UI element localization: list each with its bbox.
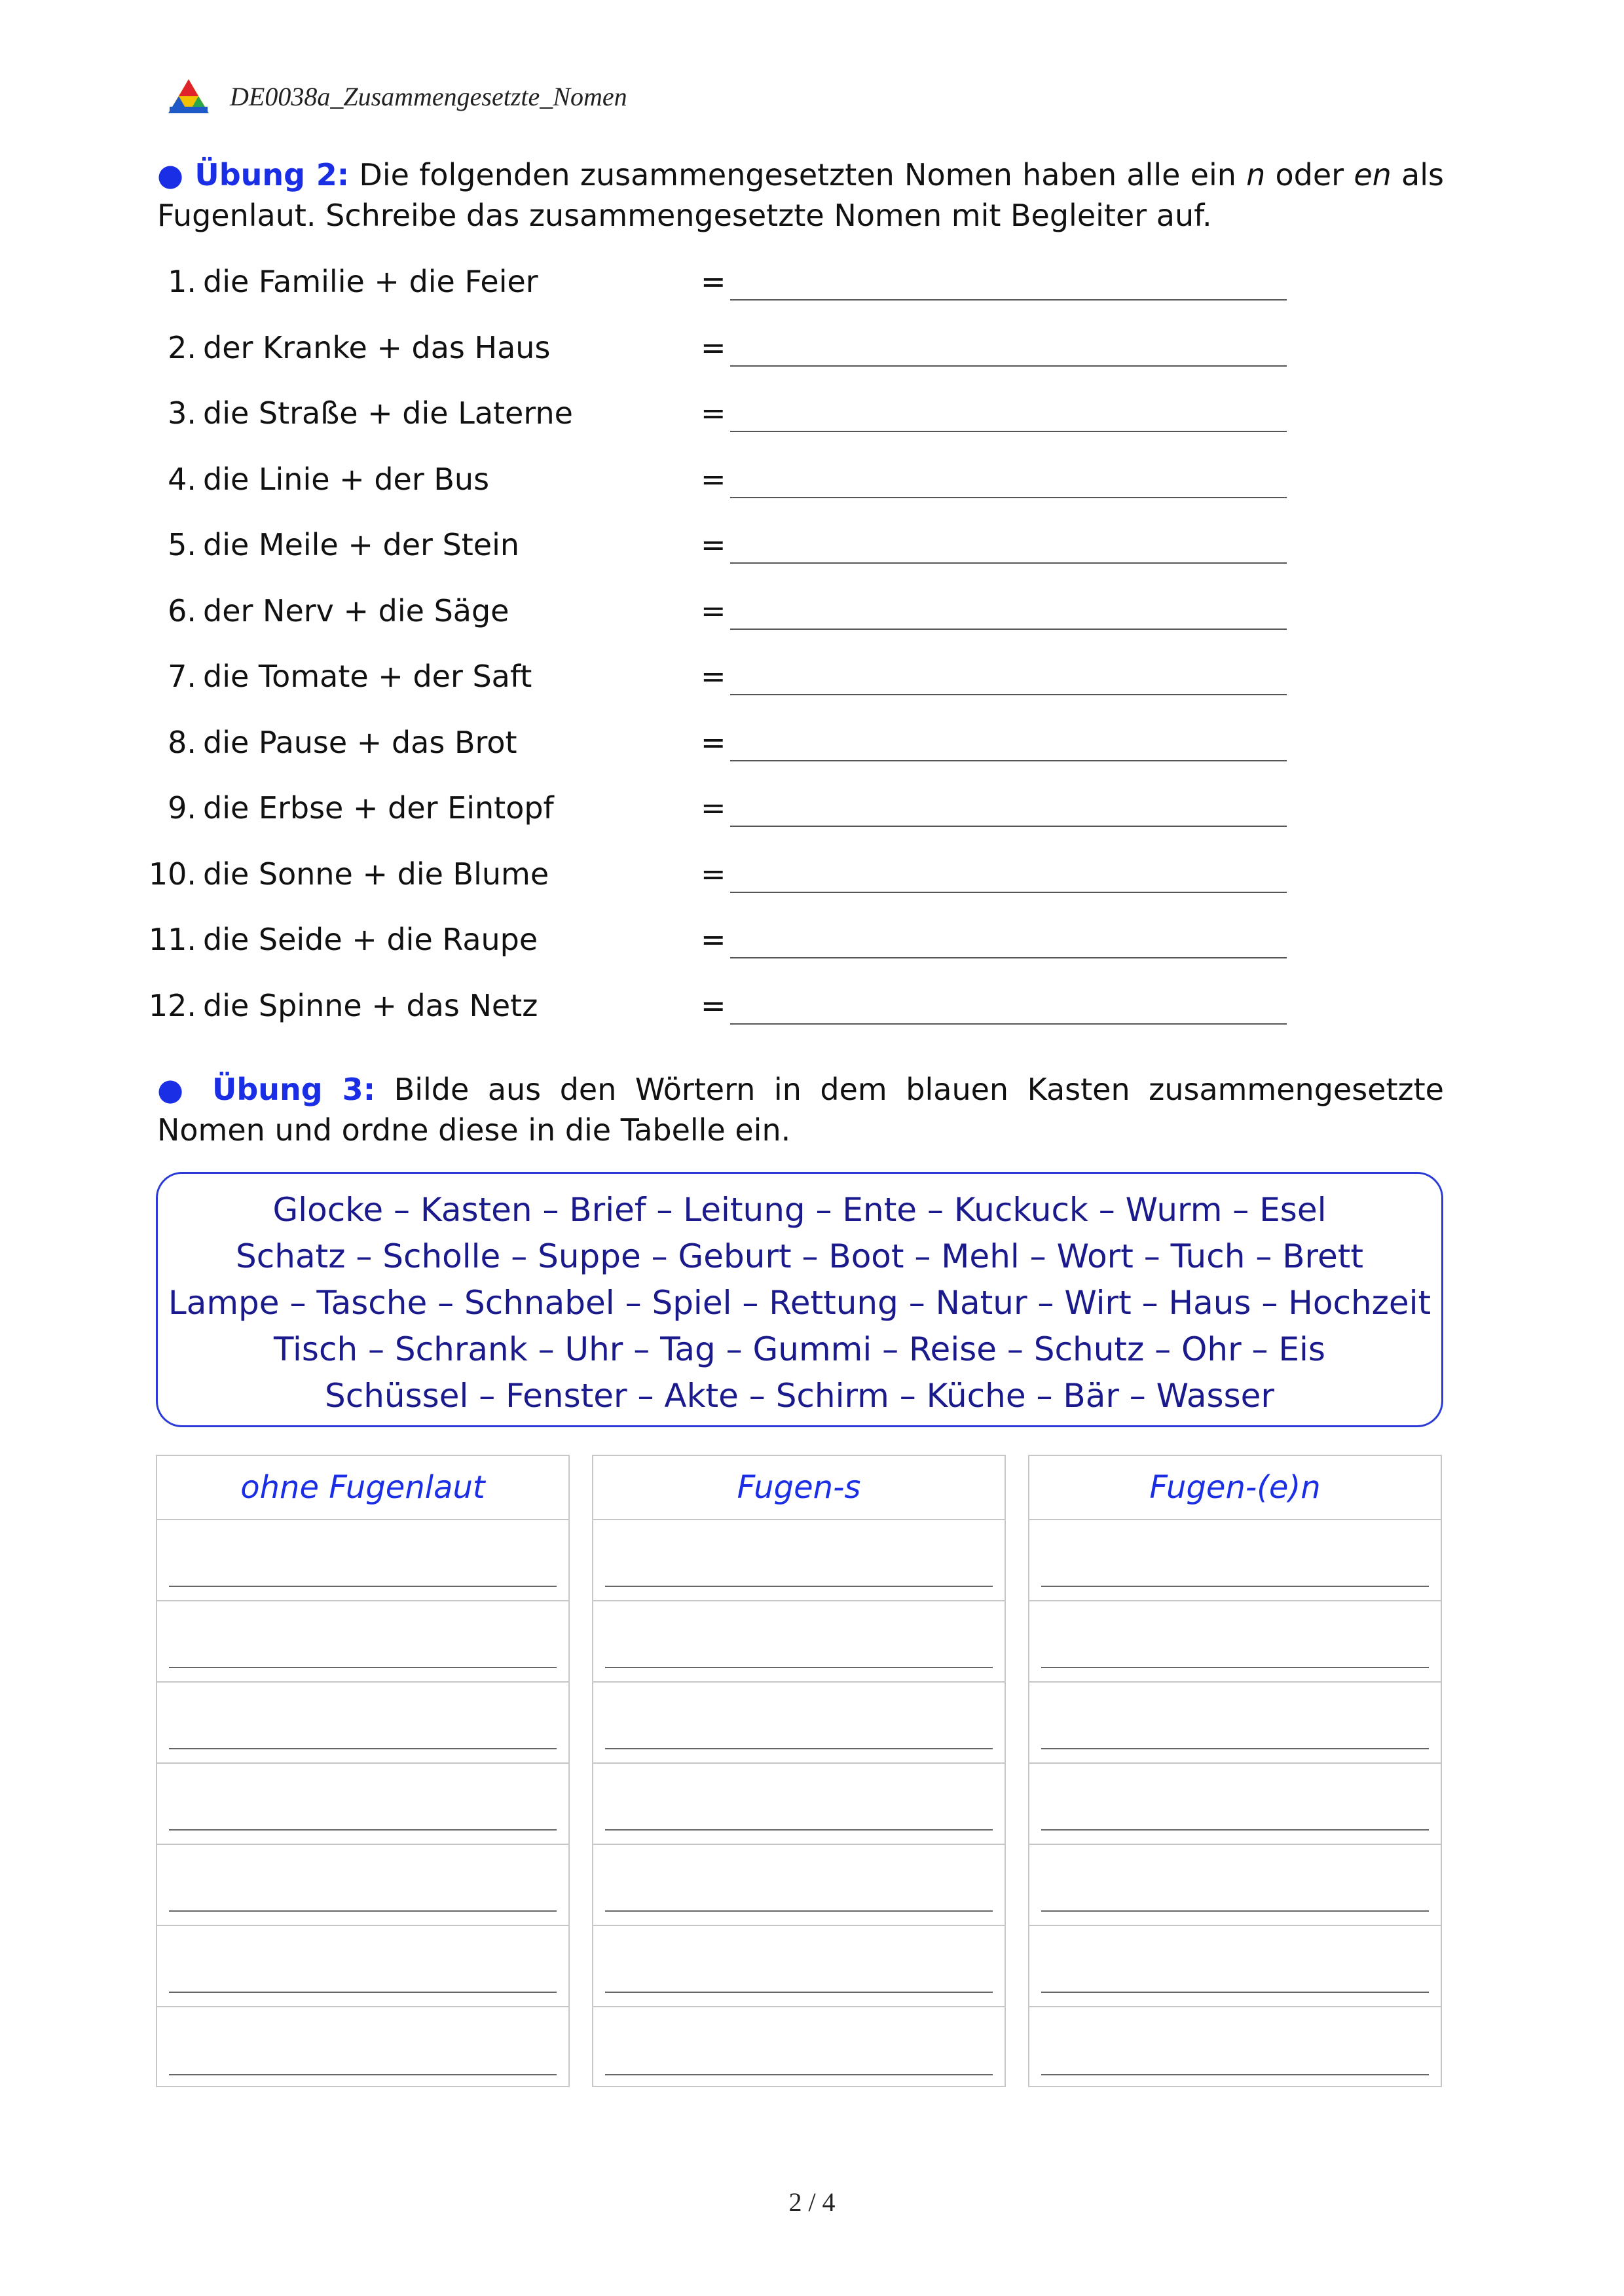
word-line: Tisch – Schrank – Uhr – Tag – Gummi – Reise – Schutz – Ohr – Eis [274, 1330, 1325, 1368]
answer-line [1041, 1910, 1429, 1912]
exercise-2-text-2: oder [1265, 157, 1354, 192]
exercise-2-text-1: Die folgenden zusammengesetzten Nomen haben alle ein [349, 157, 1247, 192]
exercise-2-item [131, 983, 1310, 1029]
answer-line[interactable] [730, 431, 1287, 432]
answer-line[interactable] [730, 957, 1287, 958]
item-task: die Erbse + der Eintopf [203, 790, 554, 826]
equals-sign: = [701, 922, 726, 957]
answer-line [1041, 1748, 1429, 1749]
answer-line [605, 1992, 993, 1993]
equals-sign: = [701, 527, 726, 562]
table-cell[interactable] [593, 1601, 1005, 1683]
item-task: der Kranke + das Haus [203, 329, 551, 365]
exercise-2-label: ● Übung 2: [157, 157, 350, 192]
table-column-header: Fugen-s [593, 1456, 1005, 1520]
answer-line[interactable] [730, 760, 1287, 761]
exercise-2-item [131, 390, 1310, 436]
exercise-2-item [131, 720, 1310, 765]
answer-line [605, 1748, 993, 1749]
table-column-ohne-fugenlaut [156, 1455, 570, 2087]
exercise-2-item [131, 522, 1310, 568]
exercise-2-item [131, 588, 1310, 634]
answer-line [605, 1586, 993, 1587]
exercise-2-item [131, 785, 1310, 831]
equals-sign: = [701, 987, 726, 1023]
table-cell[interactable] [1029, 1601, 1441, 1683]
answer-line[interactable] [730, 365, 1287, 367]
exercise-3-intro [157, 1069, 1444, 1150]
answer-line[interactable] [730, 892, 1287, 893]
answer-line[interactable] [730, 497, 1287, 498]
table-column-fugen-en [1028, 1455, 1442, 2087]
exercise-2-item [131, 851, 1310, 897]
answer-line [169, 1992, 557, 1993]
document-header [167, 73, 627, 119]
answer-line [605, 1910, 993, 1912]
table-cell[interactable] [1029, 1926, 1441, 2007]
equals-sign: = [701, 461, 726, 497]
answer-line [169, 1748, 557, 1749]
answer-line [605, 2074, 993, 2075]
item-number: 6. [168, 592, 196, 629]
equals-sign: = [701, 264, 726, 299]
word-line: Schüssel – Fenster – Akte – Schirm – Küche – Bär – Wasser [325, 1377, 1274, 1415]
item-number: 2. [168, 329, 196, 365]
table-cell[interactable] [593, 2007, 1005, 2088]
equals-sign: = [701, 724, 726, 760]
item-task: die Tomate + der Saft [203, 659, 532, 694]
exercise-3-label: ● Übung 3: [157, 1072, 376, 1107]
table-cell[interactable] [1029, 1764, 1441, 1845]
answer-line [169, 1829, 557, 1831]
table-column-header: Fugen-(e)n [1029, 1456, 1441, 1520]
exercise-2-item [131, 917, 1310, 962]
answer-line [1041, 1992, 1429, 1993]
table-cell[interactable] [593, 1926, 1005, 2007]
answer-line [1041, 1667, 1429, 1668]
table-cell[interactable] [157, 2007, 568, 2088]
table-cell[interactable] [157, 1926, 568, 2007]
answer-line [169, 1586, 557, 1587]
item-number: 11. [148, 922, 196, 957]
answer-line[interactable] [730, 826, 1287, 827]
item-number: 3. [168, 395, 196, 431]
answer-line[interactable] [730, 694, 1287, 695]
word-line: Glocke – Kasten – Brief – Leitung – Ente – Kuckuck – Wurm – Esel [272, 1191, 1327, 1229]
equals-sign: = [701, 395, 726, 431]
exercise-2-intro [157, 155, 1444, 236]
answer-line [1041, 2074, 1429, 2075]
item-task: die Spinne + das Netz [203, 987, 538, 1023]
answer-line [1041, 1586, 1429, 1587]
exercise-2-item [131, 259, 1310, 304]
item-number: 4. [168, 461, 196, 497]
exercise-2-item [131, 653, 1310, 699]
table-cell[interactable] [1029, 1845, 1441, 1926]
exercise-2-item [131, 456, 1310, 502]
item-number: 9. [168, 790, 196, 826]
exercise-3-text: Bilde aus den Wörtern in dem blauen Kasten zusammengesetzte Nomen und ordne diese in die Tabelle ein. [157, 1072, 1444, 1148]
item-task: die Linie + der Bus [203, 461, 490, 497]
item-number: 10. [148, 856, 196, 892]
answer-line[interactable] [730, 299, 1287, 301]
answer-line[interactable] [730, 1023, 1287, 1025]
equals-sign: = [701, 592, 726, 629]
answer-line [605, 1667, 993, 1668]
word-box [156, 1172, 1443, 1427]
table-cell[interactable] [1029, 1683, 1441, 1764]
item-task: die Straße + die Laterne [203, 395, 573, 431]
item-number: 8. [168, 724, 196, 760]
answer-line [605, 1829, 993, 1831]
item-number: 7. [168, 659, 196, 694]
answer-line [169, 1667, 557, 1668]
exercise-2-text-n: n [1246, 157, 1266, 192]
answer-line [169, 1910, 557, 1912]
item-number: 1. [168, 264, 196, 299]
table-column-fugen-s [592, 1455, 1006, 2087]
table-cell[interactable] [157, 1601, 568, 1683]
equals-sign: = [701, 790, 726, 826]
item-task: die Meile + der Stein [203, 527, 520, 562]
table-cell[interactable] [157, 1520, 568, 1601]
table-cell[interactable] [1029, 1520, 1441, 1601]
answer-line[interactable] [730, 562, 1287, 564]
table-cell[interactable] [593, 1845, 1005, 1926]
table-column-header: ohne Fugenlaut [157, 1456, 568, 1520]
table-cell[interactable] [593, 1520, 1005, 1601]
table-cell[interactable] [593, 1764, 1005, 1845]
equals-sign: = [701, 329, 726, 365]
exercise-2-text-en: en [1354, 157, 1392, 192]
document-title: DE0038a_Zusammengesetzte_Nomen [230, 81, 627, 111]
table-cell[interactable] [157, 1764, 568, 1845]
item-task: die Familie + die Feier [203, 264, 538, 299]
item-task: die Sonne + die Blume [203, 856, 549, 892]
table-cell[interactable] [593, 1683, 1005, 1764]
page-number: 2 / 4 [788, 2187, 836, 2217]
word-line: Schatz – Scholle – Suppe – Geburt – Boot – Mehl – Wort – Tuch – Brett [236, 1237, 1363, 1275]
exercise-2-text-3: als Fugenlaut. Schreibe das zusammengesetzte Nomen mit Begleiter auf. [157, 157, 1444, 233]
table-cell[interactable] [1029, 2007, 1441, 2088]
equals-sign: = [701, 659, 726, 694]
pyramid-logo-icon [167, 78, 210, 115]
word-line: Lampe – Tasche – Schnabel – Spiel – Rettung – Natur – Wirt – Haus – Hochzeit [168, 1284, 1431, 1322]
item-task: der Nerv + die Säge [203, 592, 509, 629]
item-task: die Seide + die Raupe [203, 922, 538, 957]
answer-line [1041, 1829, 1429, 1831]
equals-sign: = [701, 856, 726, 892]
table-cell[interactable] [157, 1845, 568, 1926]
answer-line[interactable] [730, 629, 1287, 630]
answer-line [169, 2074, 557, 2075]
item-number: 12. [148, 987, 196, 1023]
item-number: 5. [168, 527, 196, 562]
item-task: die Pause + das Brot [203, 724, 517, 760]
exercise-2-item [131, 325, 1310, 371]
table-cell[interactable] [157, 1683, 568, 1764]
